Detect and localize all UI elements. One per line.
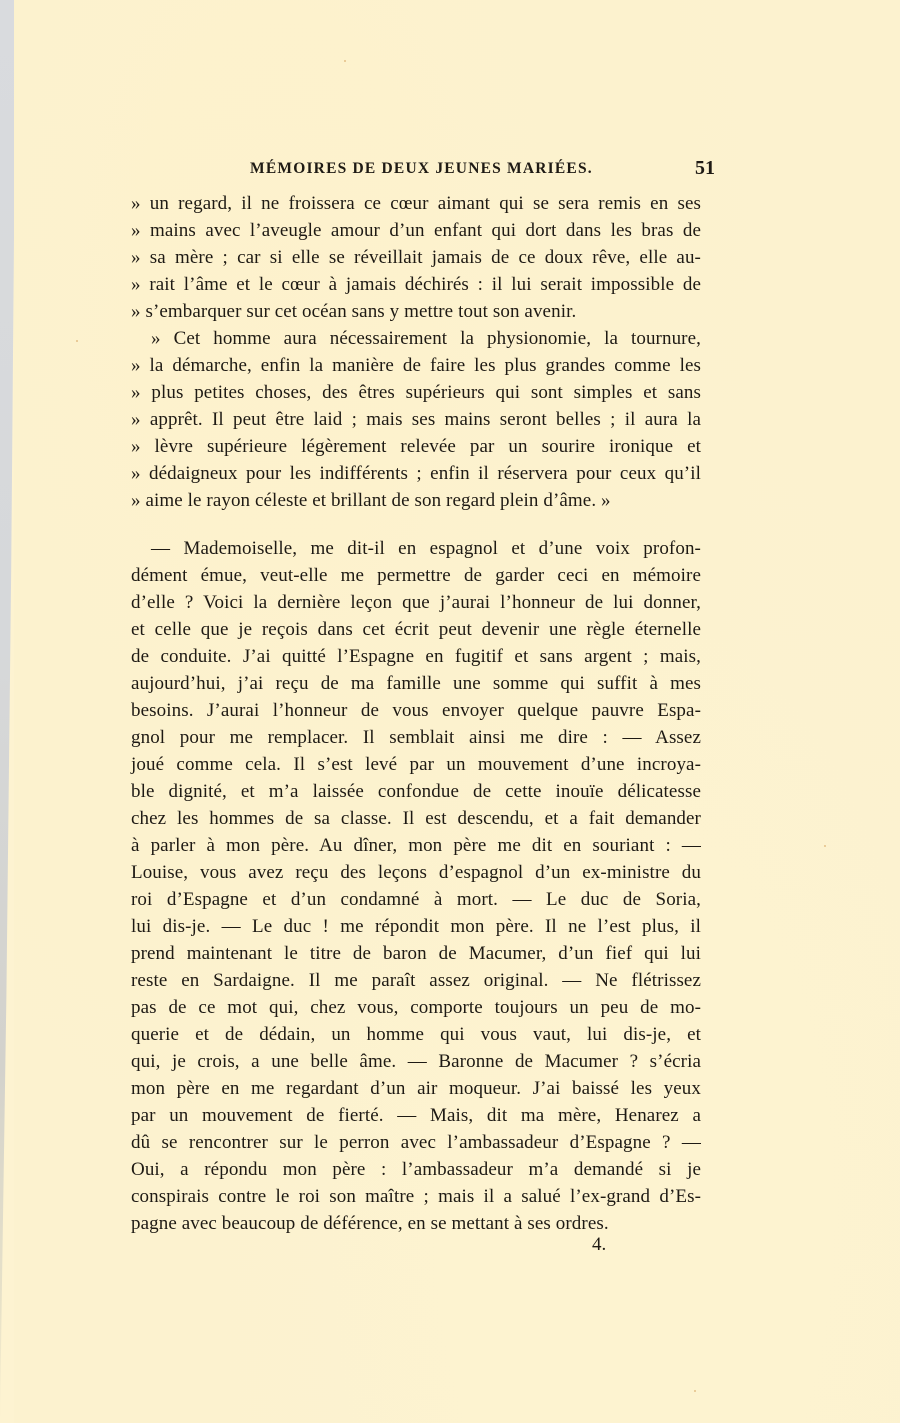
text-line: joué comme cela. Il s’est levé par un mouvement d’une incroya- [131,754,701,775]
text-line: qui, je crois, a une belle âme. — Baronne de Macumer ? s’écria [131,1051,701,1072]
running-title: MÉMOIRES DE DEUX JEUNES MARIÉES. [250,160,593,177]
text-line: » s’embarquer sur cet océan sans y mettre tout son avenir. [131,301,577,322]
paper-speck [694,1390,696,1392]
text-line: ble dignité, et m’a laissée confondue de cette inouïe délicatesse [131,781,701,802]
text-line: gnol pour me remplacer. Il semblait ainsi me dire : — Assez [131,727,701,748]
text-line: à parler à mon père. Au dîner, mon père me dit en souriant : — [131,835,701,856]
text-line: roi d’Espagne et d’un condamné à mort. — Le duc de Soria, [131,889,701,910]
text-line: » rait l’âme et le cœur à jamais déchirés : il lui serait impossible de [131,274,701,295]
text-line: » lèvre supérieure légèrement relevée par un sourire ironique et [131,436,701,457]
text-line: pagne avec beaucoup de déférence, en se mettant à ses ordres. [131,1213,609,1234]
text-line: prend maintenant le titre de baron de Macumer, d’un fief qui lui [131,943,701,964]
text-line: » un regard, il ne froissera ce cœur aimant qui se sera remis en ses [131,193,701,214]
paper-speck [824,845,826,847]
text-line: » dédaigneux pour les indifférents ; enfin il réservera pour ceux qu’il [131,463,701,484]
text-line: dément émue, veut-elle me permettre de garder ceci en mémoire [131,565,701,586]
page-number: 51 [695,157,715,179]
text-line: pas de ce mot qui, chez vous, comporte toujours un peu de mo- [131,997,701,1018]
text-line: » la démarche, enfin la manière de faire les plus grandes comme les [131,355,701,376]
text-line: mon père en me regardant d’un air moqueur. J’ai baissé les yeux [131,1078,701,1099]
running-head [145,157,715,186]
text-line: besoins. J’aurai l’honneur de vous envoyer quelque pauvre Espa- [131,700,701,721]
signature-mark: 4. [592,1234,607,1255]
dialogue-paragraph [131,535,701,1237]
text-line: » plus petites choses, des êtres supérieurs qui sont simples et sans [131,382,701,403]
text-line: dû se rencontrer sur le perron avec l’ambassadeur d’Espagne ? — [131,1132,701,1153]
text-line: » Cet homme aura nécessairement la physionomie, la tournure, [151,328,701,349]
text-line: » aime le rayon céleste et brillant de son regard plein d’âme. » [131,490,611,511]
text-line: » mains avec l’aveugle amour d’un enfant qui dort dans les bras de [131,220,701,241]
text-line: d’elle ? Voici la dernière leçon que j’aurai l’honneur de lui donner, [131,592,701,613]
text-line: » apprêt. Il peut être laid ; mais ses mains seront belles ; il aura la [131,409,701,430]
text-line: querie et de dédain, un homme qui vous vaut, lui dis-je, et [131,1024,701,1045]
text-line: chez les hommes de sa classe. Il est descendu, et a fait demander [131,808,701,829]
text-line: » sa mère ; car si elle se réveillait jamais de ce doux rêve, elle au- [131,247,701,268]
text-line: et celle que je reçois dans cet écrit peut devenir une règle éternelle [131,619,701,640]
text-line: conspirais contre le roi son maître ; mais il a salué l’ex-grand d’Es- [131,1186,701,1207]
text-line: aujourd’hui, j’ai reçu de ma famille une somme qui suffit à mes [131,673,701,694]
text-line: Oui, a répondu mon père : l’ambassadeur m’a demandé si je [131,1159,701,1180]
quoted-passage [131,190,701,514]
text-line: par un mouvement de fierté. — Mais, dit ma mère, Henarez a [131,1105,701,1126]
text-line: Louise, vous avez reçu des leçons d’espagnol d’un ex-ministre du [131,862,701,883]
text-line: — Mademoiselle, me dit-il en espagnol et d’une voix profon- [151,538,701,559]
text-line: reste en Sardaigne. Il me paraît assez original. — Ne flétrissez [131,970,701,991]
text-line: lui dis-je. — Le duc ! me répondit mon père. Il ne l’est plus, il [131,916,701,937]
text-line: de conduite. J’ai quitté l’Espagne en fugitif et sans argent ; mais, [131,646,701,667]
paper-speck [76,340,78,342]
paper-speck [344,60,346,62]
